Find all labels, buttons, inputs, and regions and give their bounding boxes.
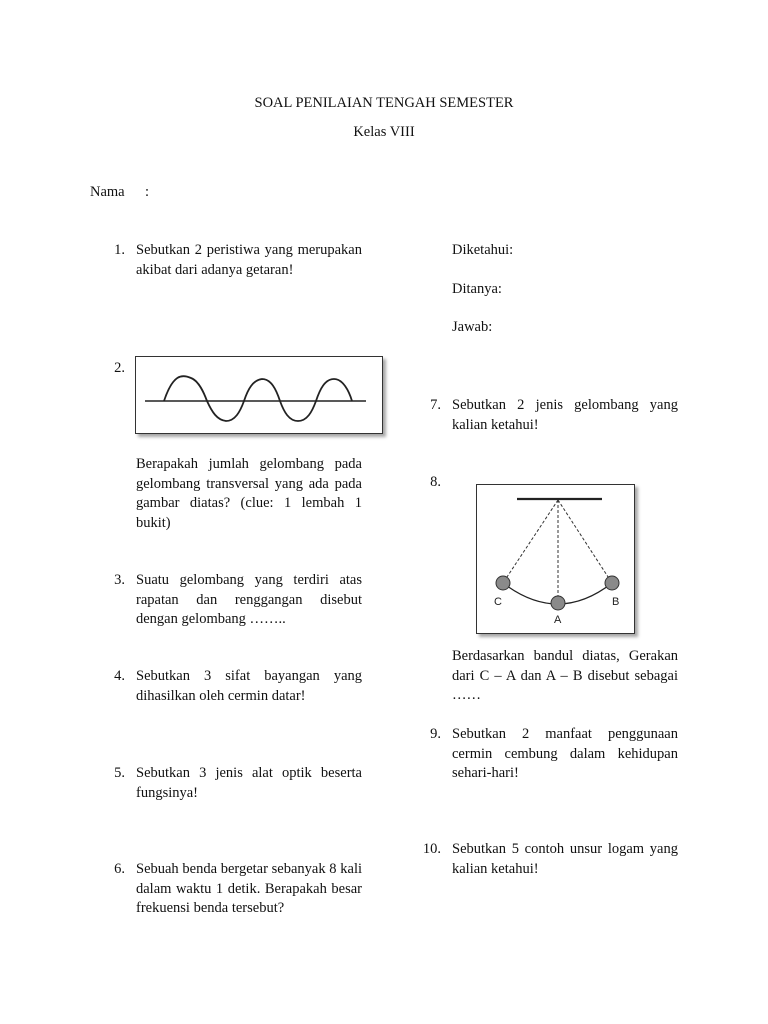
- pendulum-figure: [476, 484, 635, 634]
- pendulum-label-c: C: [494, 596, 502, 608]
- question-8-number: 8.: [430, 474, 441, 490]
- question-2-text: Berapakah jumlah gelombang pada gelombang transversal yang ada pada gambar diatas? (clue: 1 lembah 1 bukit): [136, 456, 362, 531]
- question-6-text: Sebuah benda bergetar sebanyak 8 kali dalam waktu 1 detik. Berapakah besar frekuensi benda tersebut?: [136, 861, 362, 916]
- bob-b: [605, 576, 619, 590]
- wave-figure: [135, 356, 383, 434]
- bob-a: [551, 596, 565, 610]
- question-2-number: 2.: [114, 360, 125, 376]
- question-7-text: Sebutkan 2 jenis gelombang yang kalian ketahui!: [452, 397, 678, 433]
- name-label: Nama: [90, 184, 125, 200]
- name-colon: :: [145, 184, 150, 200]
- question-5-text: Sebutkan 3 jenis alat optik beserta fungsinya!: [136, 765, 362, 801]
- question-10-text: Sebutkan 5 contoh unsur logam yang kalian ketahui!: [452, 841, 678, 877]
- page-title: SOAL PENILAIAN TENGAH SEMESTER: [254, 95, 514, 111]
- known-label: Diketahui:: [452, 242, 514, 258]
- string-b: [558, 500, 612, 583]
- question-3-text: Suatu gelombang yang terdiri atas rapatan dan renggangan disebut dengan gelombang ……..: [136, 572, 362, 627]
- question-5-number: 5.: [114, 765, 125, 781]
- question-9-text: Sebutkan 2 manfaat penggunaan cermin cembung dalam kehidupan sehari-hari!: [452, 726, 678, 781]
- question-9-number: 9.: [430, 726, 441, 742]
- pendulum-label-b: B: [612, 596, 620, 608]
- pendulum-label-a: A: [554, 614, 562, 626]
- bob-c: [496, 576, 510, 590]
- question-6-number: 6.: [114, 861, 125, 877]
- string-c: [503, 500, 558, 583]
- question-1-text: Sebutkan 2 peristiwa yang merupakan akibat dari adanya getaran!: [136, 242, 362, 278]
- question-3-number: 3.: [114, 572, 125, 588]
- wave-line: [164, 376, 352, 421]
- question-4-number: 4.: [114, 668, 125, 684]
- pendulum-image: [477, 485, 634, 633]
- class-label: Kelas VIII: [353, 124, 415, 140]
- transverse-wave-image: [136, 357, 382, 433]
- question-1-number: 1.: [114, 242, 125, 258]
- asked-label: Ditanya:: [452, 281, 502, 297]
- question-10-number: 10.: [422, 841, 441, 857]
- question-7-number: 7.: [430, 397, 441, 413]
- answer-label: Jawab:: [452, 319, 493, 335]
- question-8-text: Berdasarkan bandul diatas, Gerakan dari C – A dan A – B disebut sebagai ……: [452, 648, 678, 703]
- question-4-text: Sebutkan 3 sifat bayangan yang dihasilkan oleh cermin datar!: [136, 668, 362, 704]
